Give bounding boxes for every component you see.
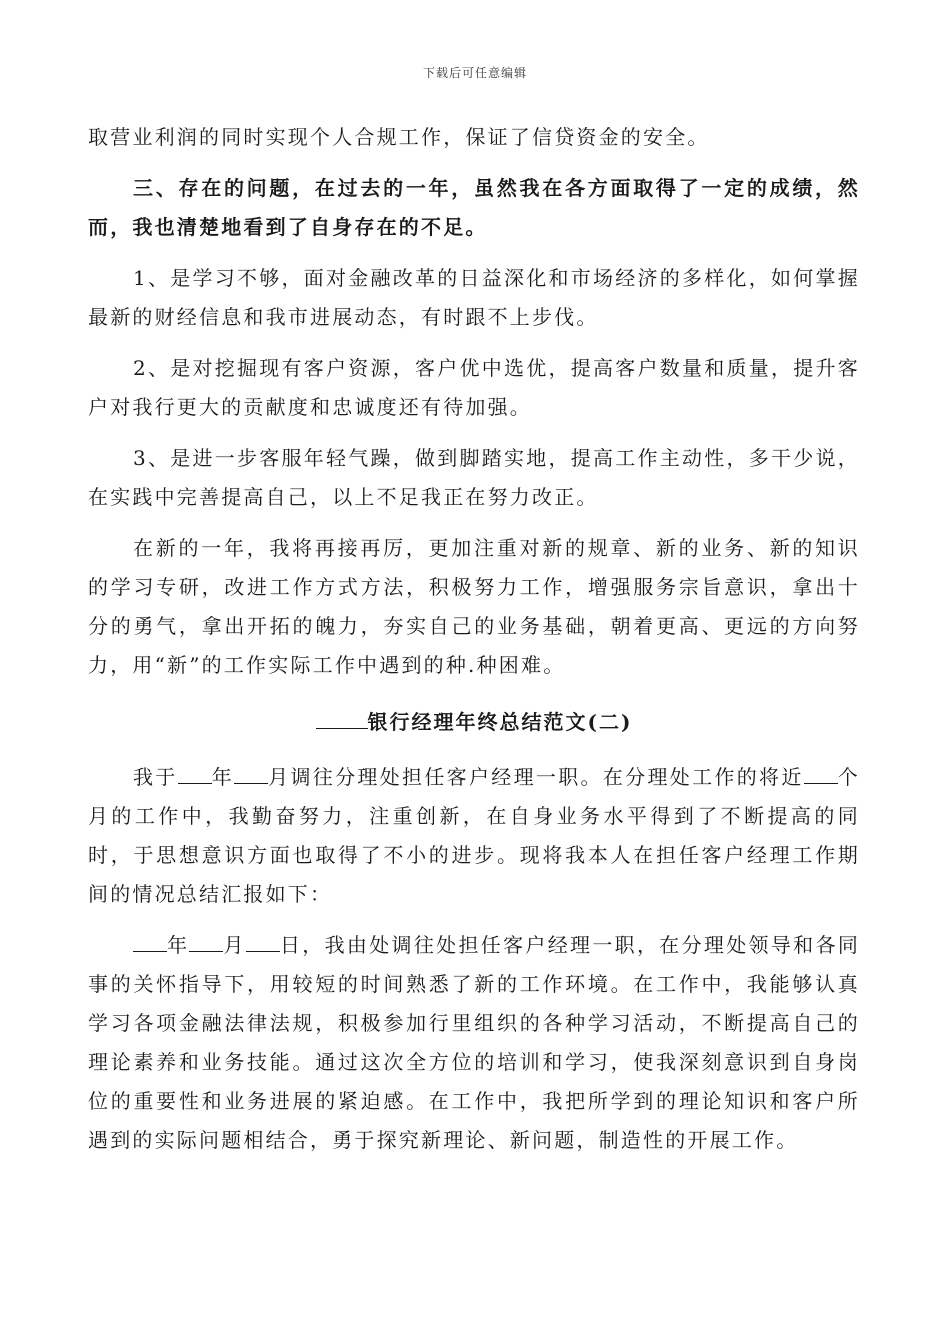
fill-blank: [804, 761, 838, 784]
text-segment: 年: [211, 765, 235, 789]
text-segment: 日，我由处调往处担任客户经理一职，在分理处领导和各同事的关怀指导下，用较短的时间熟悉了新的工作环境。在工作中，我能够认真学习各项金融法律法规，积极参加行里组织的各种学习活动，不断提高自己的理论素养和业务技能。通过这次全方位的培训和学习，使我深刻意识到自身岗位的重要性和业务进展的紧迫感。在工作中，我把所学到的理论知识和客户所遇到的实际问题相结合，勇于探究新理论、新问题，制造性的开展工作。: [88, 933, 861, 1152]
paragraph-intro: 取营业利润的同时实现个人合规工作，保证了信贷资金的安全。: [88, 125, 710, 149]
paragraph-item-1: 1、是学习不够，面对金融改革的日益深化和市场经济的多样化，如何掌握最新的财经信息和我市进展动态，有时跟不上步伐。: [88, 266, 860, 329]
text-segment: 个月的工作中，我勤奋努力，注重创新，在自身业务水平得到了不断提高的同时，于思想意识方面也取得了不小的进步。现将我本人在担任客户经理工作期间的情况总结汇报如下：: [88, 765, 861, 906]
section-title: [88, 703, 860, 742]
paragraph-transfer: [88, 758, 860, 914]
fill-blank: [234, 761, 268, 784]
fill-blank: [189, 929, 223, 952]
title-blank: [316, 706, 368, 729]
paragraph-item-2: 2、是对挖掘现有客户资源，客户优中选优，提高客户数量和质量，提升客户对我行更大的贡献度和忠诚度还有待加强。: [88, 356, 860, 419]
fill-blank: [133, 929, 167, 952]
paragraph-new-year: 在新的一年，我将再接再厉，更加注重对新的规章、新的业务、新的知识的学习专研，改进工作方式方法，积极努力工作，增强服务宗旨意识，拿出十分的勇气，拿出开拓的魄力，夯实自己的业务基础，朝着更高、更远的方向努力，用“新”的工作实际工作中遇到的种.种困难。: [88, 536, 860, 677]
text-segment: 月: [223, 933, 246, 957]
text-segment: 我于: [133, 765, 178, 789]
text-segment: 年: [167, 933, 190, 957]
document-body: [88, 118, 860, 1172]
text-segment: 月调往分理处担任客户经理一职。在分理处工作的将近: [268, 765, 804, 789]
paragraph-item-3: 3、是进一步客服年轻气躁，做到脚踏实地，提高工作主动性，多干少说，在实践中完善提高自己，以上不足我正在努力改正。: [88, 446, 860, 509]
section-title-text: 银行经理年终总结范文(二): [367, 710, 633, 734]
paragraph-work-details: [88, 926, 860, 1160]
page-header-note: 下载后可任意编辑: [422, 66, 527, 80]
section-heading-problems: 三、存在的问题，在过去的一年，虽然我在各方面取得了一定的成绩，然而，我也清楚地看到了自身存在的不足。: [88, 176, 860, 239]
fill-blank: [246, 929, 280, 952]
fill-blank: [178, 761, 212, 784]
